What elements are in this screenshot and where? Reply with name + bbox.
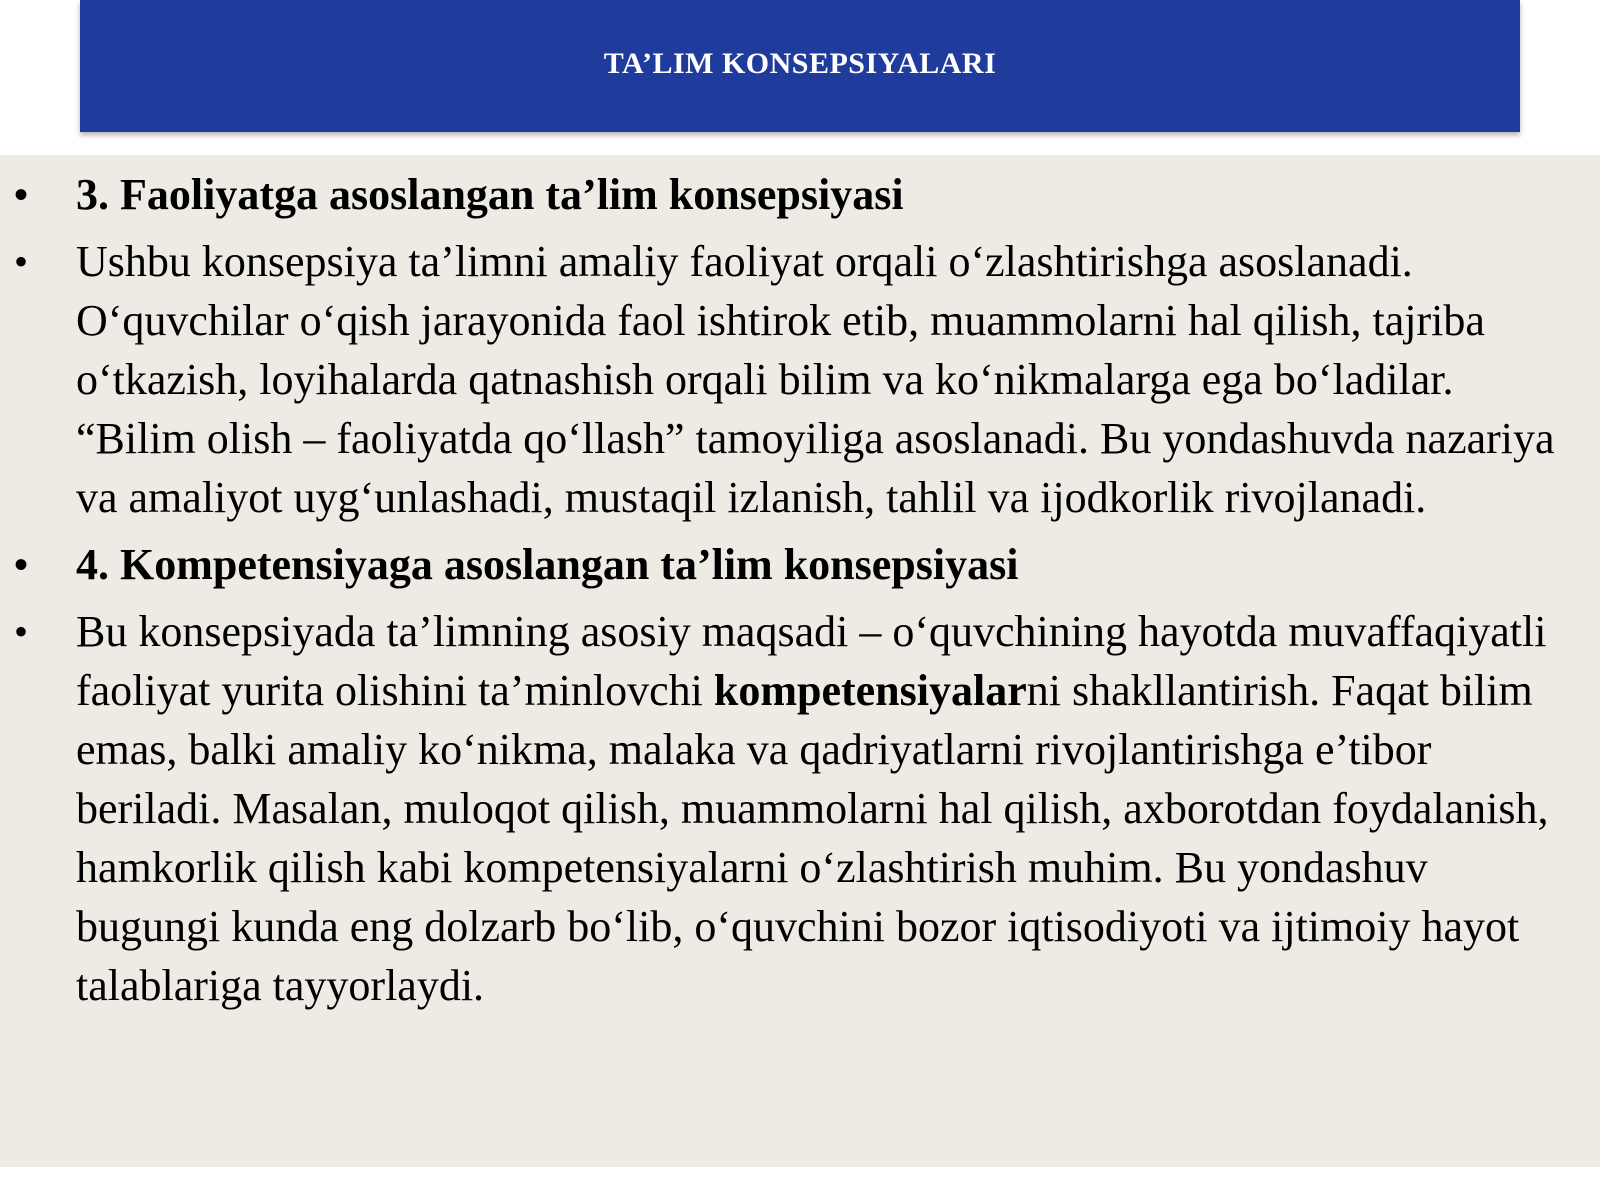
bullet-dot-icon: • — [14, 542, 29, 587]
bullet-item-paragraph-3 — [0, 232, 1600, 527]
paragraph-text-start: Bu konsepsiyada ta’limning asosiy maqsadi – o‘quvchining hayotda muvaffaqiyatli faoliyat yurita olishini ta’minlovchi — [76, 607, 1547, 715]
bullet-item-heading-3 — [0, 165, 1600, 224]
heading-text: 3. Faoliyatga asoslangan ta’lim konsepsiyasi — [76, 170, 904, 219]
paragraph-text-end: ni shakllantirish. Faqat bilim emas, balki amaliy ko‘nikma, malaka va qadriyatlarni rivojlantirishga e’tibor beriladi. Masalan, muloqot qilish, muammolarni hal qilish, axborotdan foydalanish, hamkorlik qilish kabi kompetensiyalarni o‘zlashtirish muhim. Bu yondashuv bugungi kunda eng dolzarb bo‘lib, o‘quvchini bozor iqtisodiyoti va ijtimoiy hayot talablariga tayyorlaydi. — [76, 666, 1549, 1010]
bullet-dot-icon: • — [14, 172, 29, 217]
heading-text: 4. Kompetensiyaga asoslangan ta’lim konsepsiyasi — [76, 540, 1019, 589]
paragraph-text: Ushbu konsepsiya ta’limni amaliy faoliyat orqali o‘zlashtirishga asoslanadi. O‘quvchilar o‘qish jarayonida faol ishtirok etib, muammolarni hal qilish, tajriba o‘tkazish, loyihalarda qatnashish orqali bilim va ko‘nikmalarga ega bo‘ladilar. “Bilim olish – faoliyatda qo‘llash” tamoyiliga asoslanadi. Bu yondashuvda nazariya va amaliyot uyg‘unlashadi, mustaqil izlanish, tahlil va ijodkorlik rivojlanadi. — [76, 237, 1555, 522]
content-box — [0, 155, 1600, 1167]
bullet-list — [0, 165, 1600, 1023]
bullet-dot-icon: • — [14, 239, 29, 284]
slide-title: TA’LIM KONSEPSIYALARI — [603, 47, 997, 80]
bullet-item-heading-4 — [0, 535, 1600, 594]
bullet-dot-icon: • — [14, 609, 29, 654]
title-bar — [80, 0, 1520, 132]
bullet-item-paragraph-4 — [0, 602, 1600, 1015]
paragraph-emphasis: kompetensiyalar — [713, 666, 1027, 715]
